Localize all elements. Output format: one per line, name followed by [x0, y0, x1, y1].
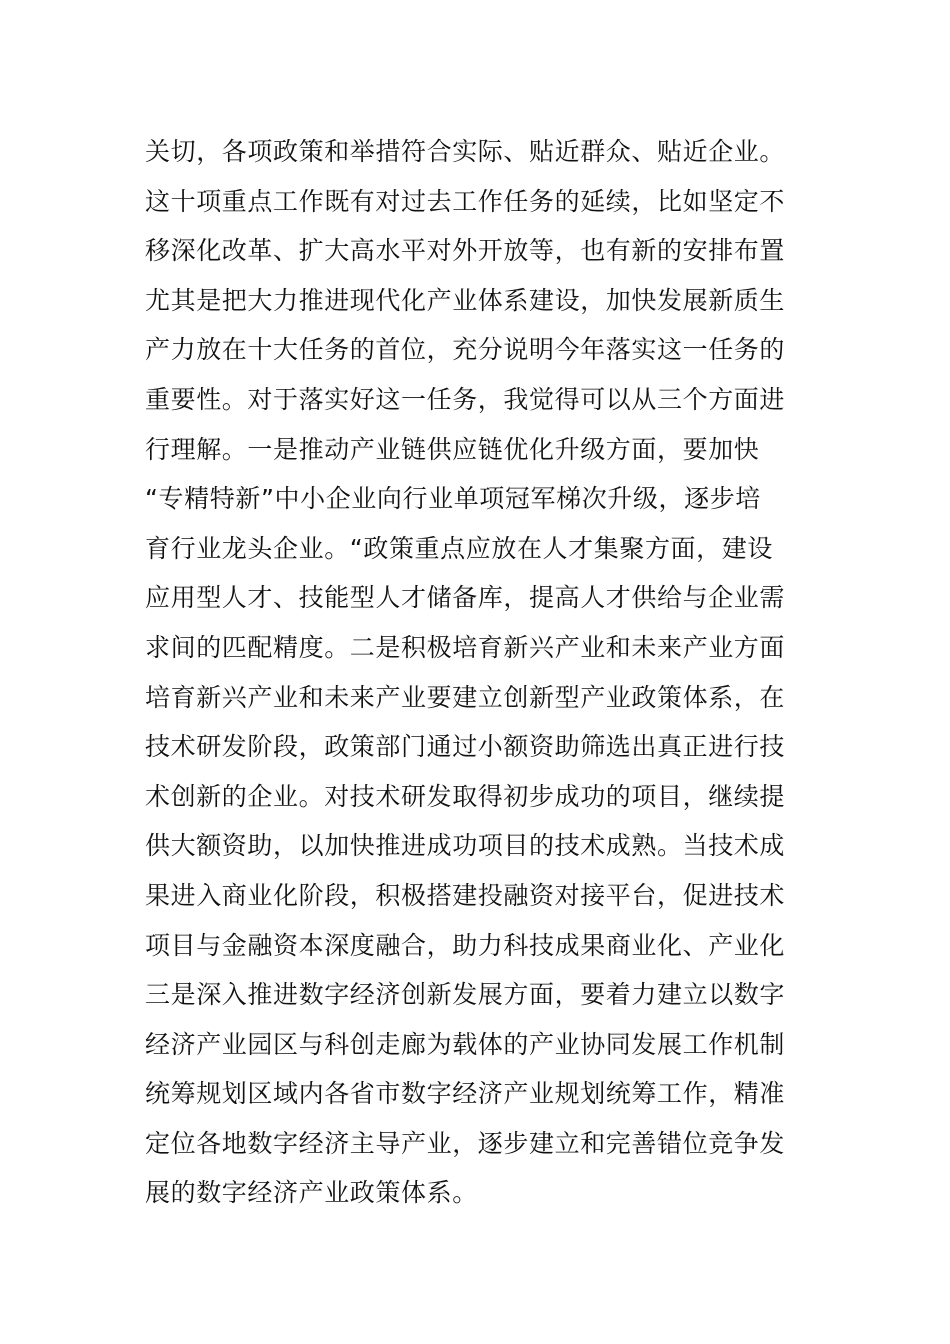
text-line-15: 供大额资助，以加快推进成功项目的技术成熟。当技术成 [145, 831, 786, 861]
text-line-9: 育行业龙头企业。“政策重点应放在人才集聚方面，建设 [145, 533, 773, 563]
text-line-3: 移深化改革、扩大高水平对外开放等，也有新的安排布置 [145, 236, 786, 266]
text-line-4: 尤其是把大力推进现代化产业体系建设，加快发展新质生 [145, 285, 786, 315]
text-line-8: “专精特新”中小企业向行业单项冠军梯次升级，逐步培 [145, 484, 761, 514]
text-line-5: 产力放在十大任务的首位，充分说明今年落实这一任务的 [145, 335, 786, 365]
text-line-1: 关切，各项政策和举措符合实际、贴近群众、贴近企业。 [145, 137, 786, 166]
text-line-2: 这十项重点工作既有对过去工作任务的延续，比如坚定不 [145, 186, 786, 216]
text-line-10: 应用型人才、技能型人才储备库，提高人才供给与企业需 [145, 583, 786, 613]
text-line-6: 重要性。对于落实好这一任务，我觉得可以从三个方面进 [145, 384, 786, 414]
text-line-19: 经济产业园区与科创走廊为载体的产业协同发展工作机制 [145, 1029, 786, 1059]
text-line-7: 行理解。一是推动产业链供应链优化升级方面，要加快 [145, 434, 760, 464]
text-line-11: 求间的匹配精度。二是积极培育新兴产业和未来产业方面 [145, 632, 786, 662]
text-line-22: 展的数字经济产业政策体系。 [145, 1178, 478, 1208]
text-line-14: 术创新的企业。对技术研发取得初步成功的项目，继续提 [145, 781, 786, 811]
text-line-21: 定位各地数字经济主导产业，逐步建立和完善错位竞争发 [145, 1128, 786, 1158]
body-paragraph [145, 127, 815, 1218]
text-line-13: 技术研发阶段，政策部门通过小额资助筛选出真正进行技 [145, 732, 786, 762]
text-line-12: 培育新兴产业和未来产业要建立创新型产业政策体系，在 [145, 682, 786, 712]
text-line-16: 果进入商业化阶段，积极搭建投融资对接平台，促进技术 [145, 880, 786, 910]
text-line-17: 项目与金融资本深度融合，助力科技成果商业化、产业化 [145, 930, 786, 960]
text-line-18: 三是深入推进数字经济创新发展方面，要着力建立以数字 [145, 980, 786, 1010]
text-line-20: 统筹规划区域内各省市数字经济产业规划统筹工作，精准 [145, 1079, 786, 1109]
